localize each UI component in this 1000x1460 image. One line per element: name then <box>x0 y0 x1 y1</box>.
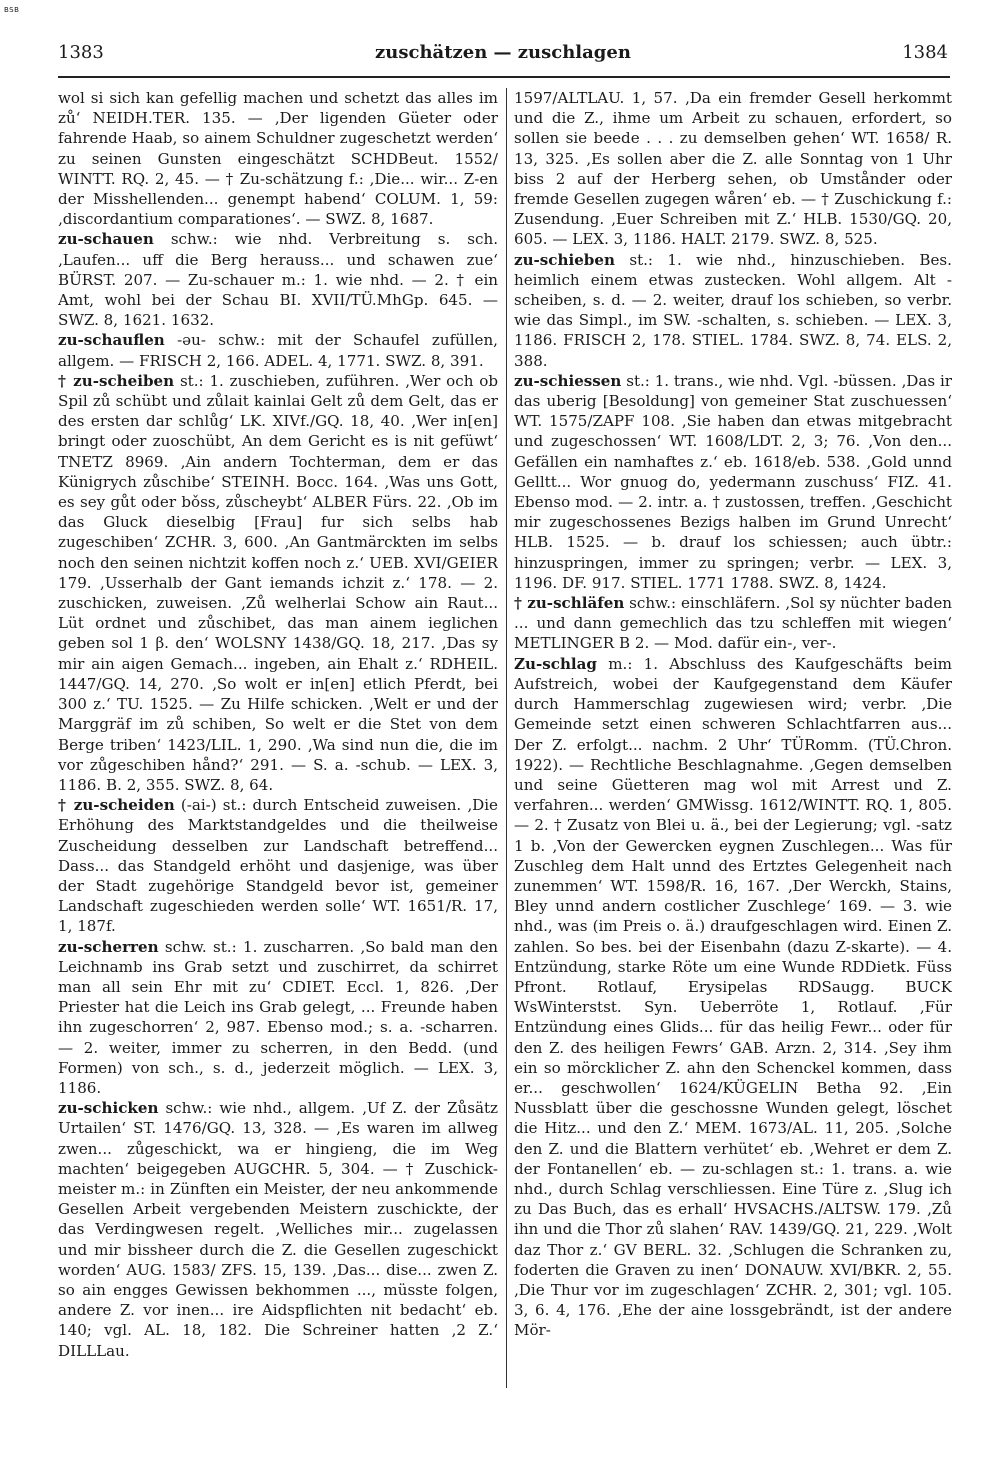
dictionary-entry <box>58 330 498 370</box>
entry-text: 1597/ALTLAU. 1, 57. ‚Da ein fremder Gesell herkommt und die Z., ihme um Arbeit zu schauen, erfordert, so sollen sie beede . . . zu demselben gehen‘ WT. 1658/ R. 13, 325. ‚Es sollen aber die Z. alle Sonntag von 1 Uhr biss 2 auf der Herberg sehen, ob Umstånder oder fremde Gesellen zugegen wåren‘ eb. — † Zuschickung f.: Zusendung. ‚Euer Schreiben mit Z.‘ HLB. 1530/GQ. 20, 605. — LEX. 3, 1186. HALT. 2179. SWZ. 8, 525. <box>514 89 952 249</box>
entry-headword: Zu-schlag <box>514 654 597 673</box>
right-column <box>514 88 952 1408</box>
entry-headword: zu-schauflen <box>58 331 165 350</box>
entry-text: schw.: einschläfern. ‚Sol sy nüchter baden ... und dann gemechlich das tzu schleffen mit wiegen‘ METLINGER B 2. — Mod. dafür ein-, ver-. <box>514 594 952 653</box>
entry-headword: † zu-scheiden <box>58 796 175 815</box>
entry-headword: zu-schiessen <box>514 371 622 390</box>
page-number-left: 1383 <box>58 42 104 63</box>
running-title: zuschätzen — zuschlagen <box>375 42 631 63</box>
dictionary-entry <box>58 88 498 229</box>
entry-headword: zu-schicken <box>58 1099 159 1118</box>
page-header <box>58 38 948 68</box>
dictionary-entry <box>514 371 952 593</box>
dictionary-entry <box>58 1098 498 1361</box>
entry-text: st.: 1. wie nhd., hinzuschieben. Bes. heimlich einem etwas zustecken. Wohl allgem. Alt -scheiben, s. d. — 2. weiter, drauf los schieben, so verbr. wie das Simpl., im SW. -schalten, s. schieben. — LEX. 3, 1186. FRISCH 2, 178. STIEL. 1784. SWZ. 8, 74. ELS. 2, 388. <box>514 250 952 370</box>
entry-text: st.: 1. trans., wie nhd. Vgl. -büssen. ‚Das ir das uberig [Besoldung] von gemeiner Stat zuschuessen‘ WT. 1575/ZAPF 108. ‚Sie haben dan etwas mitgebracht und zugeschossen‘ WT. 1608/LDT. 2, 3; 76. ‚Von den... Gefällen ein namhaftes z.‘ eb. 1618/eb. 538. ‚Gold unnd Gelltt... Wor gnuog do, yedermann zuschuss‘ FIZ. 41. Ebenso mod. — 2. intr. a. † zustossen, treffen. ‚Geschicht mir zugeschossenes Bezigs halben im Grund Unrecht‘ HLB. 1525. — b. drauf los schiessen; auch übtr.: hinzuspringen, immer zu springen; verbr. — LEX. 3, 1196. DF. 917. STIEL. 1771 1788. SWZ. 8, 1424. <box>514 371 952 592</box>
entry-text: m.: 1. Abschluss des Kaufgeschäfts beim Aufstreich, wobei der Kaufgegenstand dem Käufer durch Hammerschlag zugewiesen wird; verbr. ‚Die Gemeinde setzt einen schweren Schlachtfarren aus... Der Z. erfolgt... nachm. 2 Uhr‘ TÜRomm. (TÜ.Chron. 1922). — Rechtliche Beschlagnahme. ‚Gegen demselben und seine Güetteren mag wol mit Arrest und Z. verfahren... werden‘ GMWissg. 1612/WINTT. RQ. 1, 805. — 2. † Zusatz von Blei u. ä., bei der Legierung; vgl. -satz 1 b. ‚Von der Gewercken eygnen Zuschlegen... Was für Zuschleg dem Halt unnd des Ertztes Gelegenheit nach zunemmen‘ WT. 1598/R. 16, 167. ‚Der Werckh, Stains, Bley unnd andern costlicher Zuschlege‘ 169. — 3. wie nhd., was (im Preis o. ä.) draufgeschlagen wird. Einen Z. zahlen. So bes. bei der Eisenbahn (dazu Z-skarte). — 4. Entzündung, starke Röte um eine Wunde RDDietk. Füss Pfront. Rotlauf, Erysipelas RDSaugg. BUCK WsWinterstst. Syn. Ueberröte 1, Rotlauf. ‚Für Entzündung eines Glids... für das heilig Fewr... oder für den Z. des heiligen Fewrs‘ GAB. Arzn. 2, 314. ‚Sey ihm ein so mörcklicher Z. ahn den Schenckel kommen, dass er... geschwollen‘ 1624/KÜGELIN Betha 92. ‚Ein Nussblatt über die geschossne Wunden gelegt, löschet die Hitz... und den Z.‘ MEM. 1673/AL. 11, 205. ‚Solche den Z. und die Blattern verhütet‘ eb. ‚Wehret er dem Z. der Fontanellen‘ eb. — zu-schlagen st.: 1. trans. a. wie nhd., durch Schlag verschliessen. Eine Türe z. ‚Slug ich zu Das Buch, das es erhall‘ HVSACHS./ALTSW. 179. ‚Zů ihn und die Thor zů slahen‘ RAV. 1439/GQ. 21, 229. ‚Wolt daz Thor z.‘ GV BERL. 32. ‚Schlugen die Schranken zu, foderten die Graven zu inen‘ DONAUW. XVI/BKR. 2, 55. ‚Die Thur vor im zugeschlagen‘ ZCHR. 2, 301; vgl. 105. 3, 6. 4, 176. ‚Ehe der aine lossgebrändt, ist der andere Mör- <box>514 654 952 1340</box>
dictionary-entry <box>58 795 498 936</box>
dictionary-entry <box>514 593 952 654</box>
dictionary-entry <box>514 250 952 371</box>
entry-text: schw. st.: 1. zuscharren. ‚So bald man den Leichnamb ins Grab setzt und zuschirret, da schirret man all sein Ehr mit zu‘ CDIET. Eccl. 1, 826. ‚Der Priester hat die Leich ins Grab gelegt, ... Freunde haben ihn zugeschorren‘ 2, 987. Ebenso mod.; s. a. -scharren. — 2. weiter, immer zu scherren, in den Bedd. (und Formen) von sch., s. d., jederzeit möglich. — LEX. 3, 1186. <box>58 937 498 1097</box>
entry-text: (-ai-) st.: durch Entscheid zuweisen. ‚Die Erhöhung des Marktstandgeldes und die theilweise Zuscheidung desselben zur Landschaft betreffend... Dass... das Standgeld erhöht und dasjenige, was über der Stadt zugehörige Standgeld bevor ist, gemeiner Landschaft zugeschieden werden solle‘ WT. 1651/R. 17, 1, 187f. <box>58 796 498 936</box>
entry-text: st.: 1. zuschieben, zuführen. ‚Wer och ob Spil zů schübt und zůlait kainlai Gelt zů dem Gelt, das er des ersten dar schlůg‘ LK. XIVf./GQ. 18, 40. ‚Wer in[en] bringt oder zuoschübt, An dem Gericht es is nit gefüwt‘ TNETZ 8969. ‚Ain andern Tochterman, dem er das Künigrych zůschibe‘ STEINH. Bocc. 164. ‚Was uns Gott, es sey gůt oder bǒss, zůscheybt‘ ALBER Fürs. 22. ‚Ob im das Gluck dieselbig [Frau] fur sich selbs hab zugeschiben‘ ZCHR. 3, 600. ‚An Gantmärckten im selbs noch den seinen nichtzit koffen noch z.‘ UEB. XVI/GEIER 179. ‚Usserhalb der Gant iemands ichzit z.‘ 178. — 2. zuschicken, zuweisen. ‚Zů welherlai Schow ain Raut... Lüt ordnet und zůschibet, das man ainem ieglichen geben sol 1 β. den‘ WOLSNY 1438/GQ. 18, 217. ‚Das sy mir ain aigen Gemach... ingeben, ain Ehalt z.‘ RDHEIL. 1447/GQ. 14, 270. ‚So wolt er in[en] etlich Pferdt, bei 300 z.‘ TU. 1525. — Zu Hilfe schicken. ‚Welt er und der Marggräf im zů schiben, So welt er die Stet von dem Berge triben‘ 1423/LIL. 1, 290. ‚Wa sind nun die, die im vor zůgeschiben hånd?‘ 291. — S. a. -schub. — LEX. 3, 1186. B. 2, 355. SWZ. 8, 64. <box>58 371 498 794</box>
entry-text: -ǝu- schw.: mit der Schaufel zufüllen, allgem. — FRISCH 2, 166. ADEL. 4, 1771. SWZ. 8, 391. <box>58 331 498 370</box>
dictionary-entry <box>58 937 498 1099</box>
entry-headword: † zu-schläfen <box>514 594 625 613</box>
left-column <box>58 88 498 1408</box>
entry-text: wol si sich kan gefellig machen und schetzt das alles im zů‘ NEIDH.TER. 135. — ‚Der ligenden Güeter oder fahrende Haab, so ainem Schuldner zugeschetzt werden‘ zu seinen Gunsten eingeschätzt SCHDBeut. 1552/ WINTT. RQ. 2, 45. — † Zu-schätzung f.: ‚Die... wir... Z-en der Misshellenden... genempt habend‘ COLUM. 1, 59: ‚discordantium comparationes‘. — SWZ. 8, 1687. <box>58 89 498 229</box>
dictionary-entry <box>514 654 952 1341</box>
column-divider <box>506 88 507 1388</box>
entry-headword: zu-schieben <box>514 250 615 269</box>
entry-headword: zu-schauen <box>58 230 154 249</box>
entry-text: schw.: wie nhd., allgem. ‚Uf Z. der Zůsätz Urtailen‘ ST. 1476/GQ. 13, 328. — ‚Es waren im allweg zwen... zůgeschickt, wa er hingieng, die im Weg machten‘ beigegeben AUGCHR. 5, 304. — † Zuschick-meister m.: in Zünften ein Meister, der neu ankommende Gesellen Arbeit vergebenden Meistern zuschickte, der das Verdingwesen regelt. ‚Welliches mir... zugelassen und mir bissheer durch die Z. die Gesellen zugeschickt worden‘ AUG. 1583/ ZFS. 15, 139. ‚Das... dise... zwen Z. so ain engges Gewissen bekhommen ..., müsste folgen, andere Z. vor inen... ire Aidspflichten nit bedacht‘ eb. 140; vgl. AL. 18, 182. Die Schreiner hatten ‚2 Z.‘ DILLLau. <box>58 1099 498 1360</box>
dictionary-entry <box>58 229 498 330</box>
entry-headword: zu-scherren <box>58 937 159 956</box>
page-number-right: 1384 <box>902 42 948 63</box>
dictionary-entry <box>514 88 952 250</box>
entry-text: schw.: wie nhd. Verbreitung s. sch. ‚Laufen... uff die Berg herauss... und schawen zue‘ BÜRST. 207. — Zu-schauer m.: 1. wie nhd. — 2. † ein Amt, wohl bei der Schau BI. XVII/TÜ.MhGp. 645. — SWZ. 8, 1621. 1632. <box>58 230 498 330</box>
entry-headword: † zu-scheiben <box>58 371 175 390</box>
dictionary-entry <box>58 371 498 795</box>
library-stamp: BSB <box>4 6 20 14</box>
header-rule <box>58 76 950 78</box>
